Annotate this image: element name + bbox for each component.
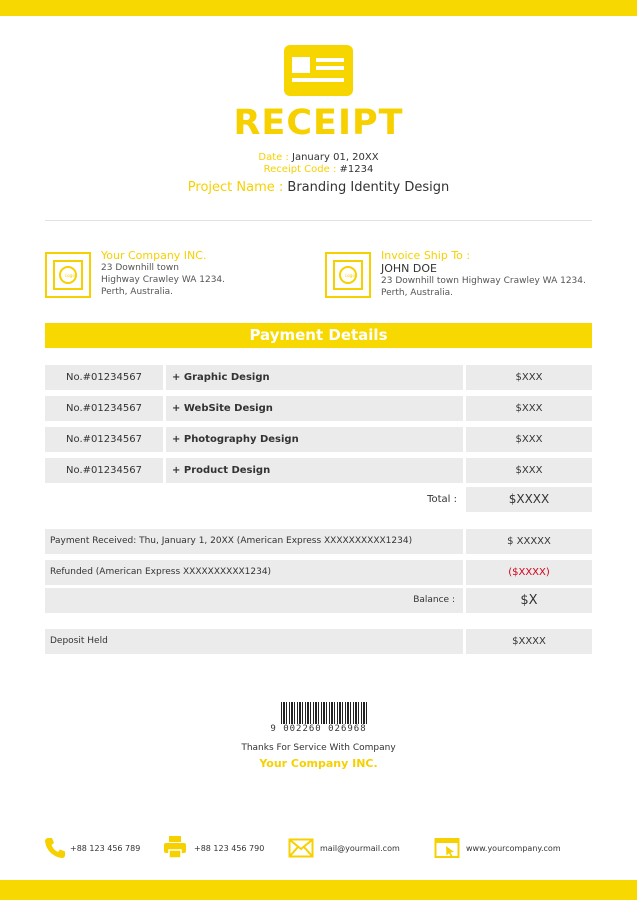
date-label: Date : bbox=[258, 152, 289, 163]
project-name bbox=[0, 180, 637, 195]
receipt-date bbox=[0, 152, 637, 163]
company-logo bbox=[45, 252, 91, 298]
item-description: + WebSite Design bbox=[166, 396, 463, 421]
footer-website: www.yourcompany.com bbox=[466, 844, 561, 853]
page-title: RECEIPT bbox=[233, 103, 404, 143]
receipt-card-icon bbox=[284, 45, 353, 96]
footer-email: mail@yourmail.com bbox=[320, 844, 400, 853]
footer-company: Your Company INC. bbox=[259, 757, 378, 770]
item-amount: $XXX bbox=[466, 365, 592, 390]
balance-value: $X bbox=[466, 588, 592, 613]
website-icon bbox=[434, 836, 460, 860]
code-value: #1234 bbox=[339, 164, 374, 175]
logo-text: Logo bbox=[65, 273, 75, 278]
from-line3: Perth, Australia. bbox=[101, 287, 173, 297]
item-description: + Product Design bbox=[166, 458, 463, 483]
deposit-label: Deposit Held bbox=[45, 629, 463, 654]
ship-to-address bbox=[381, 249, 601, 299]
fax-icon bbox=[162, 834, 188, 860]
bottom-accent-bar bbox=[0, 880, 637, 900]
project-value: Branding Identity Design bbox=[287, 180, 450, 195]
from-address bbox=[101, 249, 301, 298]
item-description: + Graphic Design bbox=[166, 365, 463, 390]
total-value: $XXXX bbox=[466, 487, 592, 512]
payment-details-heading: Payment Details bbox=[45, 323, 592, 348]
item-amount: $XXX bbox=[466, 458, 592, 483]
code-label: Receipt Code : bbox=[263, 164, 337, 175]
receipt-code bbox=[0, 164, 637, 175]
item-amount: $XXX bbox=[466, 396, 592, 421]
payment-received-label: Payment Received: Thu, January 1, 20XX (American Express XXXXXXXXXX1234) bbox=[45, 529, 463, 554]
item-number: No.#01234567 bbox=[45, 458, 163, 483]
item-description: + Photography Design bbox=[166, 427, 463, 452]
ship-to-line1: 23 Downhill town Highway Crawley WA 1234. bbox=[381, 276, 586, 286]
from-line1: 23 Downhill town bbox=[101, 263, 179, 273]
item-number: No.#01234567 bbox=[45, 396, 163, 421]
total-label: Total : bbox=[427, 494, 457, 505]
balance-label: Balance : bbox=[45, 588, 463, 613]
divider bbox=[45, 220, 592, 221]
from-heading: Your Company INC. bbox=[101, 249, 207, 262]
logo-text: Logo bbox=[345, 273, 355, 278]
ship-to-heading: Invoice Ship To : bbox=[381, 249, 471, 262]
from-line2: Highway Crawley WA 1234. bbox=[101, 275, 226, 285]
ship-to-logo bbox=[325, 252, 371, 298]
date-value: January 01, 20XX bbox=[292, 152, 379, 163]
mail-icon bbox=[288, 838, 314, 858]
item-number: No.#01234567 bbox=[45, 365, 163, 390]
barcode-number: 9 002260 026968 bbox=[270, 724, 367, 734]
barcode bbox=[281, 702, 369, 724]
footer-phone: +88 123 456 789 bbox=[70, 844, 141, 853]
payment-received-value: $ XXXXX bbox=[466, 529, 592, 554]
deposit-value: $XXXX bbox=[466, 629, 592, 654]
item-number: No.#01234567 bbox=[45, 427, 163, 452]
refunded-label: Refunded (American Express XXXXXXXXXX1234) bbox=[45, 560, 463, 585]
project-label: Project Name : bbox=[187, 180, 284, 195]
ship-to-line2: Perth, Australia. bbox=[381, 288, 453, 298]
refunded-value: ($XXXX) bbox=[466, 560, 592, 585]
top-accent-bar bbox=[0, 0, 637, 16]
thanks-message: Thanks For Service With Company bbox=[241, 743, 396, 753]
item-amount: $XXX bbox=[466, 427, 592, 452]
ship-to-name: JOHN DOE bbox=[381, 262, 437, 275]
phone-icon bbox=[43, 836, 67, 860]
footer-fax: +88 123 456 790 bbox=[194, 844, 265, 853]
